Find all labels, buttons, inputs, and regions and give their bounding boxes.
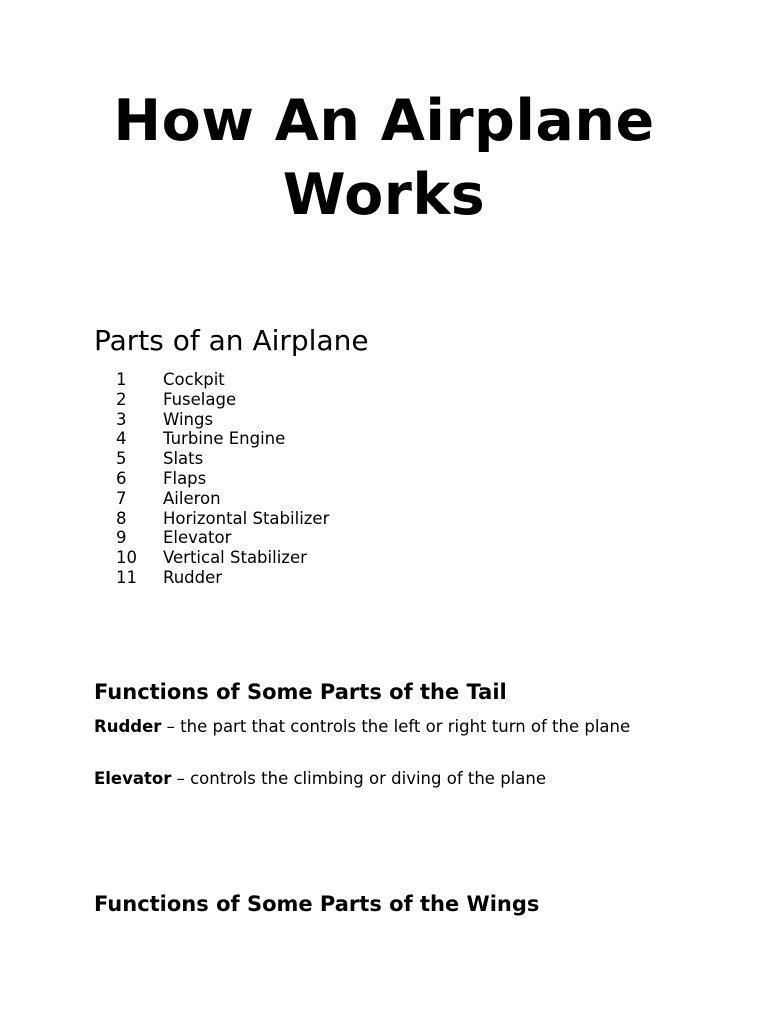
parts-heading: Parts of an Airplane: [94, 324, 369, 357]
item-number: 6: [116, 468, 127, 488]
wings-functions-heading: Functions of Some Parts of the Wings: [94, 892, 540, 916]
item-name: Turbine Engine: [163, 429, 286, 449]
item-name: Fuselage: [163, 389, 237, 409]
item-number: 8: [116, 508, 127, 528]
title-line-1: How An Airplane: [113, 88, 655, 154]
item-name: Flaps: [163, 468, 207, 488]
rudder-function-paragraph: [94, 716, 654, 737]
item-number: 10: [116, 548, 137, 568]
item-name: Slats: [163, 449, 204, 469]
item-number: 3: [116, 409, 127, 429]
item-number: 7: [116, 488, 127, 508]
item-name: Wings: [163, 409, 214, 429]
item-name: Cockpit: [163, 370, 225, 389]
item-name: Horizontal Stabilizer: [163, 508, 330, 528]
function-term: Elevator: [94, 769, 172, 788]
item-name: Aileron: [163, 488, 221, 508]
tail-functions-heading: Functions of Some Parts of the Tail: [94, 680, 507, 704]
function-term: Rudder: [94, 717, 162, 736]
item-number: 4: [116, 429, 127, 449]
item-name: Rudder: [163, 567, 223, 587]
item-number: 5: [116, 449, 127, 469]
item-name: Elevator: [163, 528, 232, 548]
item-number: 1: [116, 370, 127, 389]
function-description: – the part that controls the left or right turn of the plane: [161, 717, 631, 736]
item-name: Vertical Stabilizer: [163, 548, 307, 568]
item-number: 9: [116, 528, 127, 548]
item-number: 2: [116, 389, 127, 409]
document-title: [0, 84, 768, 232]
elevator-function-paragraph: [94, 768, 654, 789]
title-line-2: Works: [282, 162, 486, 228]
item-number: 11: [116, 567, 137, 587]
function-description: – controls the climbing or diving of the plane: [171, 769, 546, 788]
